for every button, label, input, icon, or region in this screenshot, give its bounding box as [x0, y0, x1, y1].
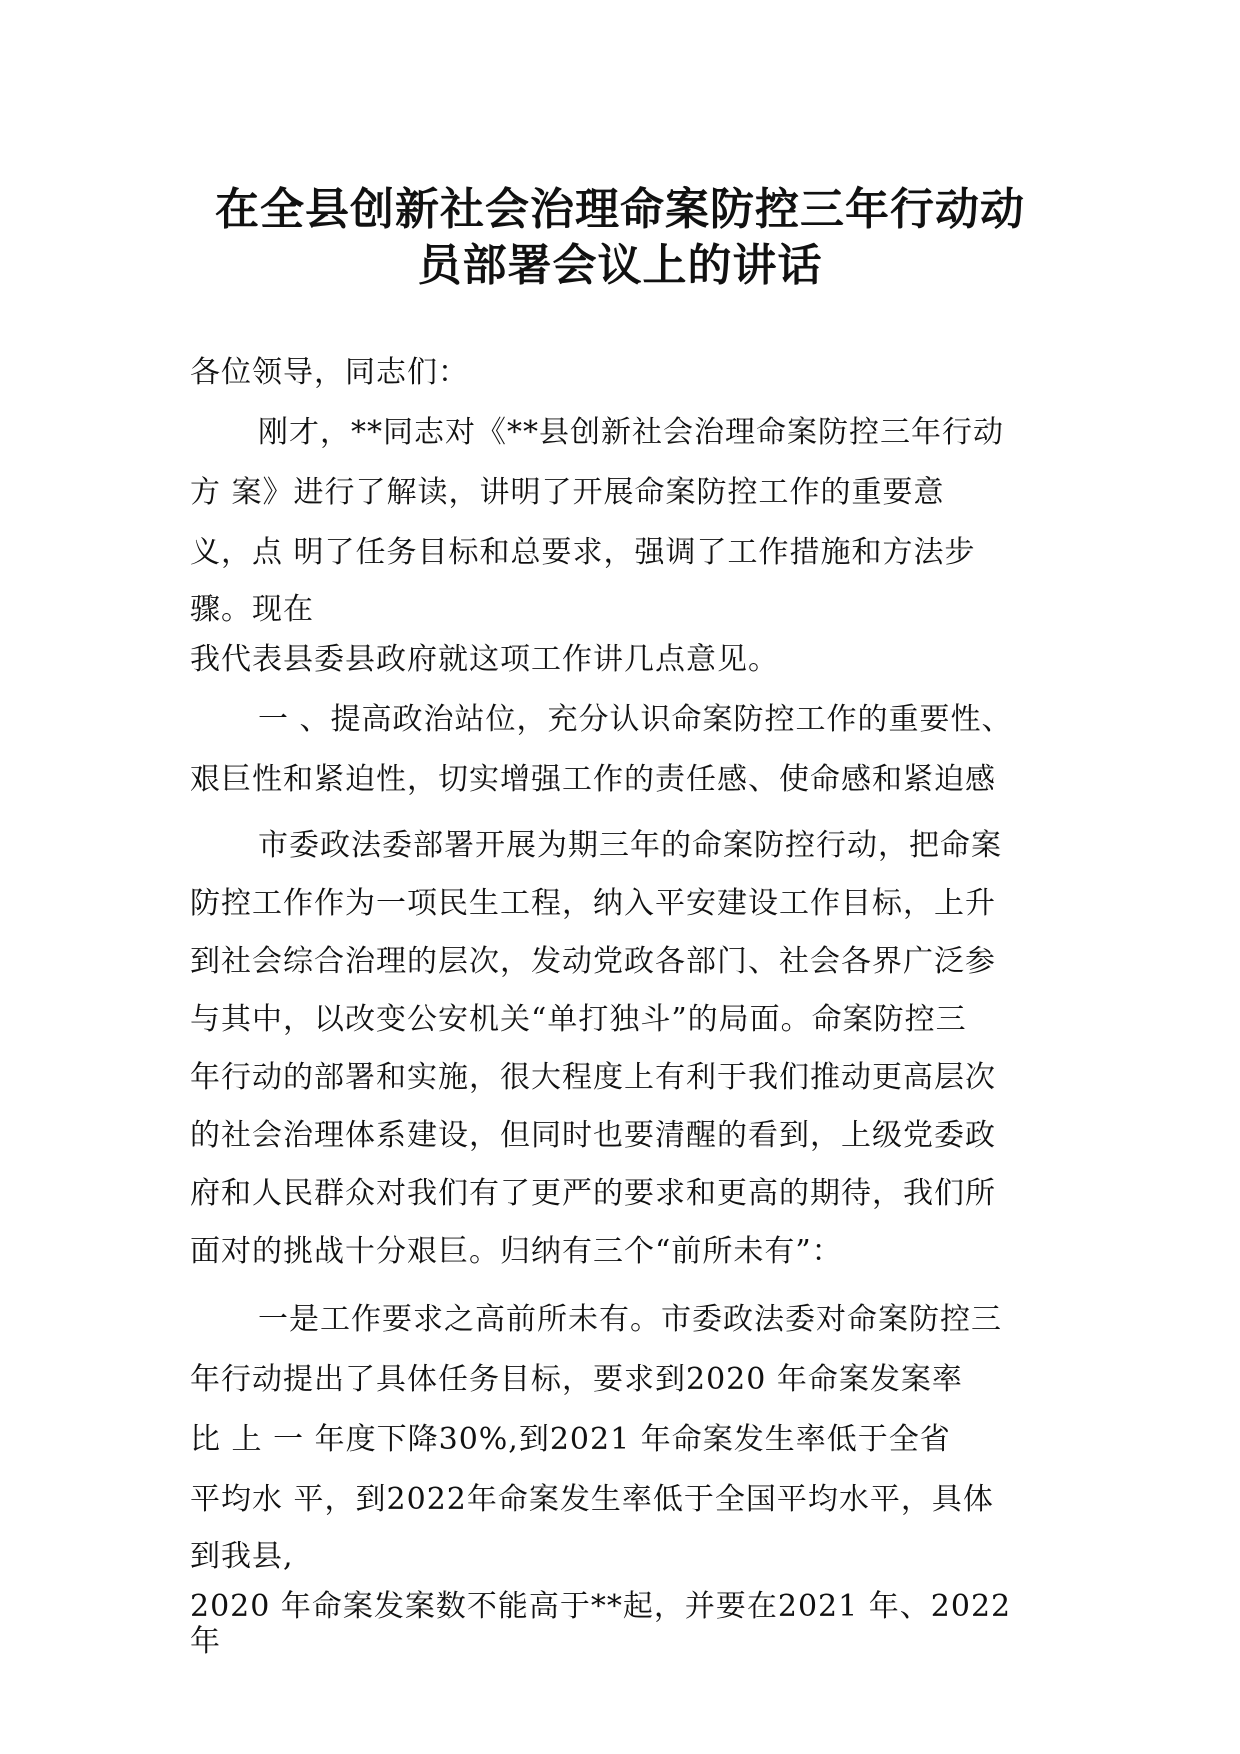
- paragraph-line: 防控工作作为一项民生工程，纳入平安建设工作目标，上升: [190, 886, 996, 921]
- paragraph-line: 比 上 一 年度下降30%,到2021 年命案发生率低于全省: [190, 1422, 951, 1457]
- document-title-line-2: 员部署会议上的讲话: [417, 240, 823, 291]
- paragraph-line: 年: [190, 1624, 221, 1659]
- paragraph-line: 2020 年命案发案数不能高于**起，并要在2021 年、2022: [190, 1589, 1012, 1624]
- document-title-line-1: 在全县创新社会治理命案防控三年行动动: [215, 184, 1025, 235]
- section-heading-line: 一 、提高政治站位，充分认识命案防控工作的重要性、: [258, 702, 1013, 737]
- paragraph-line: 面对的挑战十分艰巨。归纳有三个“前所未有”：: [190, 1234, 843, 1269]
- paragraph-line: 年行动提出了具体任务目标，要求到2020 年命案发案率: [190, 1362, 963, 1397]
- paragraph-line: 骤。现在: [190, 592, 314, 627]
- paragraph-line: 市委政法委部署开展为期三年的命案防控行动，把命案: [258, 828, 1002, 863]
- paragraph-line: 到我县,: [190, 1539, 294, 1574]
- paragraph-line: 义，点 明了任务目标和总要求，强调了工作措施和方法步: [190, 535, 976, 570]
- paragraph-line: 方 案》进行了解读，讲明了开展命案防控工作的重要意: [190, 475, 945, 510]
- paragraph-line: 刚才，**同志对《**县创新社会治理命案防控三年行动: [258, 415, 1004, 450]
- paragraph-line: 的社会治理体系建设，但同时也要清醒的看到，上级党委政: [190, 1118, 996, 1153]
- paragraph-line: 一是工作要求之高前所未有。市委政法委对命案防控三: [258, 1302, 1002, 1337]
- paragraph-line: 到社会综合治理的层次，发动党政各部门、社会各界广泛参: [190, 944, 996, 979]
- salutation: 各位领导，同志们：: [190, 355, 469, 390]
- paragraph-line: 平均水 平，到2022年命案发生率低于全国平均水平，具体: [190, 1482, 994, 1517]
- paragraph-line: 府和人民群众对我们有了更严的要求和更高的期待，我们所: [190, 1176, 996, 1211]
- section-heading-line: 艰巨性和紧迫性，切实增强工作的责任感、使命感和紧迫感: [190, 762, 996, 797]
- paragraph-line: 我代表县委县政府就这项工作讲几点意见。: [190, 642, 779, 677]
- paragraph-line: 与其中，以改变公安机关“单打独斗”的局面。命案防控三: [190, 1002, 967, 1037]
- paragraph-line: 年行动的部署和实施，很大程度上有利于我们推动更高层次: [190, 1060, 996, 1095]
